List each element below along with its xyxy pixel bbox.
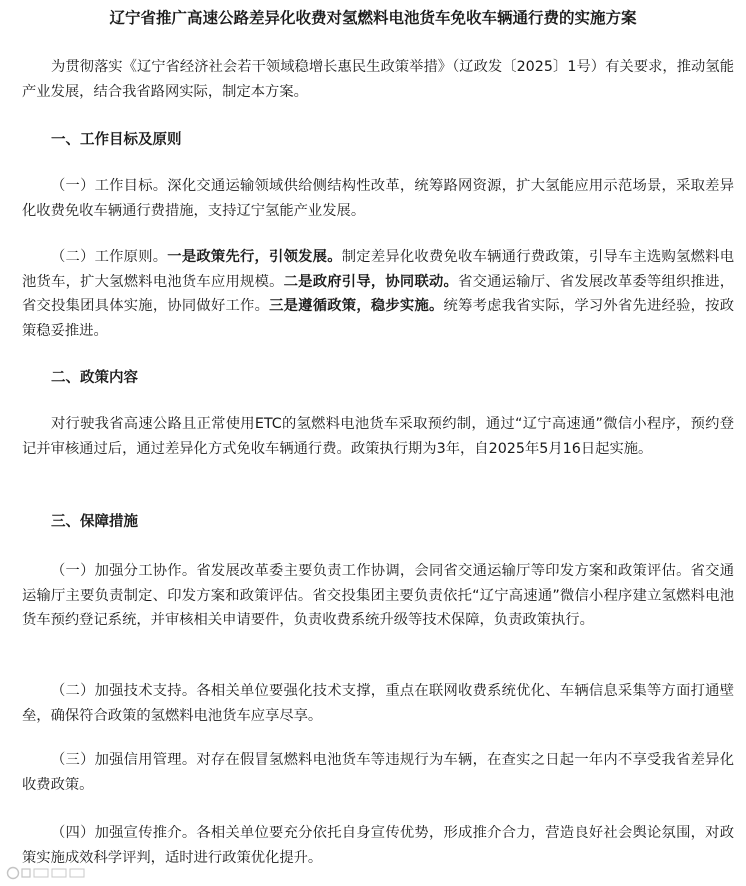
principle-2-text: 省交通运输厅、省发展改革委等组织推进，省交投集团具体实施，协同做好工作。 [22, 273, 735, 314]
measure-1-paragraph: （一）加强分工协作。省发展改革委主要负责工作协调，会同省交通运输厅等印发方案和政策评估。省交通运输厅主要负责制定、印发方案和政策评估。省交投集团主要负责依托“辽宁高速通”微信小程序建立氢燃料电池货车预约登记系统，并审核相关申请要件，负责收费系统升级等技术保障，负责政策执行。 [22, 563, 734, 628]
principle-3-bold: 三是遵循政策，稳步实施。 [269, 298, 444, 314]
measure-3-paragraph: （三）加强信用管理。对存在假冒氢燃料电池货车等违规行为车辆，在查实之日起一年内不享受我省差异化收费政策。 [22, 752, 734, 793]
principle-2-bold: 二是政府引导，协同联动。 [283, 273, 459, 290]
work-principle-paragraph [22, 245, 734, 343]
watermark-logo-icon [6, 866, 96, 880]
principle-1-bold: 一是政策先行，引领发展。 [167, 249, 342, 265]
work-goal-paragraph: （一）工作目标。深化交通运输领域供给侧结构性改革，统筹路网资源，扩大氢能应用示范场景，采取差异化收费免收车辆通行费措施，支持辽宁氢能产业发展。 [22, 178, 734, 219]
principle-1-text: 制定差异化收费免收车辆通行费政策，引导车主选购氢燃料电池货车，扩大氢燃料电池货车应用规模。 [22, 249, 735, 290]
section-heading-3: 三、保障措施 [51, 514, 138, 530]
measure-2-paragraph: （二）加强技术支持。各相关单位要强化技术支撑，重点在联网收费系统优化、车辆信息采集等方面打通壁垒，确保符合政策的氢燃料电池货车应享尽享。 [22, 683, 734, 724]
measure-4-paragraph: （四）加强宣传推介。各相关单位要充分依托自身宣传优势，形成推介合力，营造良好社会舆论氛围，对政策实施成效科学评判，适时进行政策优化提升。 [22, 825, 734, 866]
document-title: 辽宁省推广高速公路差异化收费对氢燃料电池货车免收车辆通行费的实施方案 [109, 9, 637, 27]
section-heading-2: 二、政策内容 [51, 370, 138, 386]
policy-content-paragraph: 对行驶我省高速公路且正常使用ETC的氢燃料电池货车采取预约制，通过“辽宁高速通”微信小程序，预约登记并审核通过后，通过差异化方式免收车辆通行费。政策执行期为3年，自2025年5月16日起实施。 [22, 416, 734, 457]
intro-paragraph: 为贯彻落实《辽宁省经济社会若干领域稳增长惠民生政策举措》（辽政发〔2025〕1号）有关要求，推动氢能产业发展，结合我省路网实际，制定本方案。 [22, 59, 734, 100]
watermark [6, 866, 96, 884]
principle-lead: （二）工作原则。 [51, 249, 168, 265]
section-heading-1: 一、工作目标及原则 [51, 132, 182, 148]
principle-3-text: 统筹考虑我省实际，学习外省先进经验，按政策稳妥推进。 [22, 298, 735, 339]
